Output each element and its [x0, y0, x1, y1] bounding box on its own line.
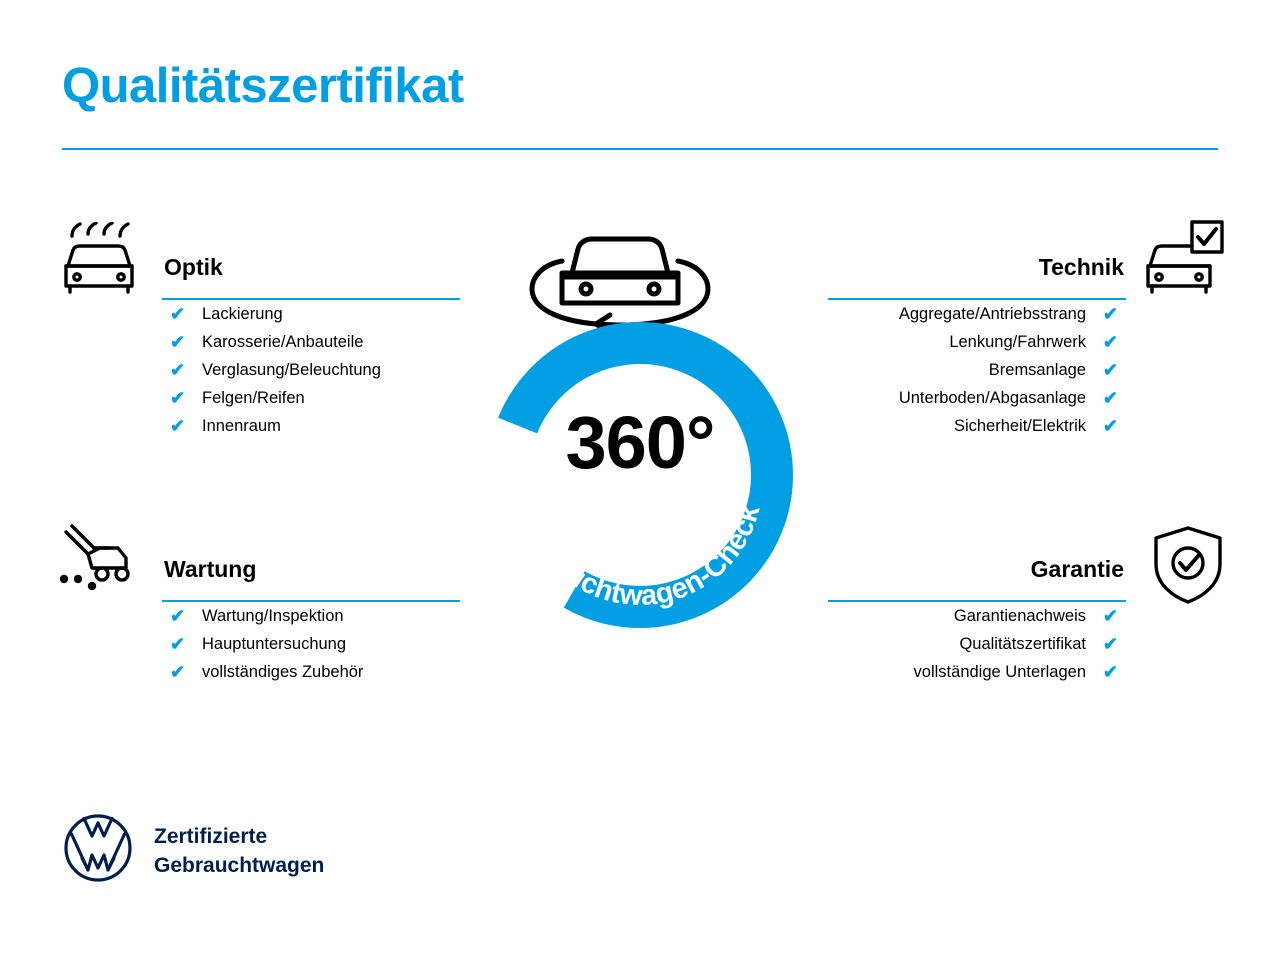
- section-header-optik: [162, 252, 460, 300]
- section-divider: [162, 298, 460, 300]
- check-icon: ✔: [1102, 360, 1118, 380]
- car-checklist-icon: [1144, 218, 1226, 305]
- list-item: [162, 658, 460, 686]
- car-360-rotation-icon: [532, 239, 708, 333]
- list-item-label: Karosserie/Anbauteile: [202, 333, 364, 351]
- check-icon: ✔: [1102, 388, 1118, 408]
- section-wartung: [162, 554, 460, 686]
- section-header-garantie: [828, 554, 1126, 602]
- list-item: [162, 384, 460, 412]
- list-item-label: Lackierung: [202, 305, 283, 323]
- list-item: [828, 602, 1126, 630]
- list-item: [828, 328, 1126, 356]
- section-title: Garantie: [1030, 556, 1124, 582]
- check-icon: ✔: [170, 634, 186, 654]
- list-item-label: Aggregate/Antriebsstrang: [898, 305, 1086, 323]
- check-icon: ✔: [170, 304, 186, 324]
- list-item-label: Lenkung/Fahrwerk: [949, 333, 1086, 351]
- section-optik: [162, 252, 460, 440]
- 360-check-badge: [450, 215, 830, 635]
- page-title: Qualitätszertifikat: [62, 59, 464, 113]
- list-item-label: Hauptuntersuchung: [202, 635, 347, 653]
- check-icon: ✔: [170, 360, 186, 380]
- check-icon: ✔: [1102, 662, 1118, 682]
- vw-logo: [62, 812, 134, 889]
- section-item-list: [162, 300, 460, 440]
- car-wash-front-icon: [58, 222, 140, 307]
- list-item-label: vollständige Unterlagen: [913, 663, 1086, 681]
- check-icon: ✔: [170, 662, 186, 682]
- shield-check-icon: [1150, 524, 1226, 611]
- footer-line-2: Gebrauchtwagen: [154, 853, 325, 877]
- list-item-label: Felgen/Reifen: [202, 389, 305, 407]
- section-header-wartung: [162, 554, 460, 602]
- section-item-list: [828, 602, 1126, 686]
- badge-degrees: 360°: [565, 401, 715, 484]
- check-icon: ✔: [1102, 634, 1118, 654]
- list-item: [828, 384, 1126, 412]
- title-divider: [62, 148, 1218, 150]
- ring-label: Gebrauchtwagen-Check: [513, 500, 767, 613]
- section-title: Technik: [1038, 254, 1124, 280]
- list-item-label: Qualitätszertifikat: [959, 635, 1086, 653]
- list-item: [828, 356, 1126, 384]
- list-item-label: Wartung/Inspektion: [202, 607, 344, 625]
- list-item: [162, 356, 460, 384]
- check-icon: ✔: [1102, 304, 1118, 324]
- check-icon: ✔: [1102, 416, 1118, 436]
- list-item: [828, 630, 1126, 658]
- check-icon: ✔: [170, 416, 186, 436]
- section-title: Wartung: [164, 556, 257, 582]
- list-item-label: Sicherheit/Elektrik: [953, 417, 1086, 435]
- section-garantie: [828, 554, 1126, 686]
- list-item-label: Innenraum: [202, 417, 281, 435]
- check-icon: ✔: [170, 388, 186, 408]
- list-item: [828, 300, 1126, 328]
- list-item: [162, 630, 460, 658]
- section-title: Optik: [164, 254, 223, 280]
- check-icon: ✔: [170, 606, 186, 626]
- list-item: [162, 300, 460, 328]
- car-lift-service-icon: [58, 524, 140, 609]
- footer-line-1: Zertifizierte: [154, 824, 268, 848]
- list-item-label: Bremsanlage: [988, 361, 1086, 379]
- list-item: [828, 658, 1126, 686]
- section-header-technik: [828, 252, 1126, 300]
- section-divider: [162, 600, 460, 602]
- list-item: [162, 602, 460, 630]
- list-item-label: Unterboden/Abgasanlage: [898, 389, 1086, 407]
- check-icon: ✔: [1102, 332, 1118, 352]
- list-item: [162, 328, 460, 356]
- section-technik: [828, 252, 1126, 440]
- footer-brand: [62, 812, 324, 889]
- section-item-list: [828, 300, 1126, 440]
- section-divider: [828, 298, 1126, 300]
- section-item-list: [162, 602, 460, 686]
- check-icon: ✔: [170, 332, 186, 352]
- list-item: [162, 412, 460, 440]
- check-icon: ✔: [1102, 606, 1118, 626]
- list-item-label: vollständiges Zubehör: [202, 663, 364, 681]
- list-item-label: Garantienachweis: [953, 607, 1086, 625]
- list-item: [828, 412, 1126, 440]
- footer-text: [154, 822, 324, 880]
- list-item-label: Verglasung/Beleuchtung: [202, 361, 381, 379]
- section-divider: [828, 600, 1126, 602]
